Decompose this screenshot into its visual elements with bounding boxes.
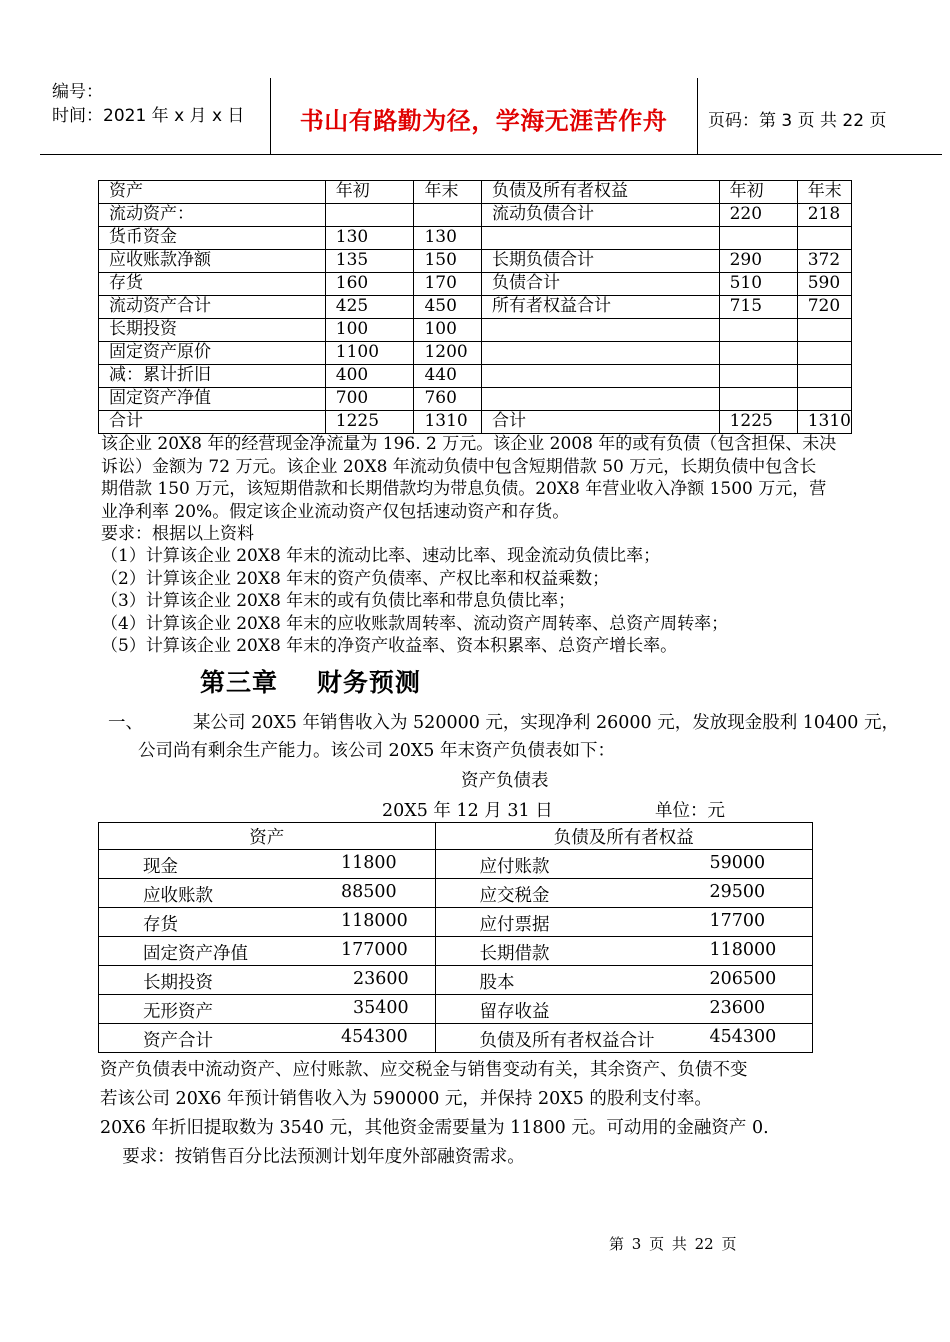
table-cell: 流动资产： bbox=[99, 204, 326, 227]
header-motto: 书山有路勤为径，学海无涯苦作舟 bbox=[299, 107, 668, 135]
header-meta bbox=[52, 80, 244, 128]
balance-sheet-table bbox=[98, 822, 813, 1053]
liability-cell bbox=[435, 966, 812, 995]
table-cell bbox=[719, 365, 797, 388]
table-cell: 290 bbox=[719, 250, 797, 273]
table-row bbox=[99, 850, 813, 879]
requirement-item: （1）计算该企业 20X8 年末的流动比率、速动比率、现金流动负债比率； bbox=[101, 546, 661, 567]
question-text: 某公司 20X5 年销售收入为 520000 元，实现净利 26000 元，发放现金股利 10400 元， bbox=[193, 713, 900, 733]
table-cell bbox=[414, 204, 482, 227]
liability-value: 17700 bbox=[709, 911, 766, 931]
liability-label: 应付账款 bbox=[479, 857, 550, 877]
table-cell: 400 bbox=[325, 365, 414, 388]
asset-cell bbox=[99, 966, 436, 995]
table-row bbox=[99, 227, 852, 250]
table-cell bbox=[719, 319, 797, 342]
paragraph-line: 业净利率 20%。假定该企业流动资产仅包括速动资产和存货。 bbox=[101, 501, 570, 522]
table-cell: 负债合计 bbox=[481, 273, 719, 296]
table-cell: 590 bbox=[797, 273, 851, 296]
table-row bbox=[99, 879, 813, 908]
asset-cell bbox=[99, 937, 436, 966]
after-text bbox=[100, 1056, 769, 1172]
table-cell: 长期负债合计 bbox=[481, 250, 719, 273]
header-divider-right bbox=[697, 78, 698, 154]
header-cell: 年初 bbox=[325, 181, 414, 204]
table-cell: 合计 bbox=[481, 411, 719, 434]
table-cell bbox=[325, 204, 414, 227]
balance-sheet-unit: 单位：元 bbox=[655, 801, 725, 821]
table-cell bbox=[481, 227, 719, 250]
header-cell: 负债及所有者权益 bbox=[435, 823, 812, 850]
table-row bbox=[99, 1024, 813, 1053]
table-cell bbox=[719, 388, 797, 411]
serial-label: 编号： bbox=[52, 82, 103, 102]
asset-label: 无形资产 bbox=[143, 1002, 213, 1022]
table-cell: 存货 bbox=[99, 273, 326, 296]
header-cell: 资产 bbox=[99, 823, 436, 850]
table-cell: 715 bbox=[719, 296, 797, 319]
table-cell bbox=[481, 365, 719, 388]
table-cell: 固定资产净值 bbox=[99, 388, 326, 411]
table-cell: 218 bbox=[797, 204, 851, 227]
asset-cell bbox=[99, 1024, 436, 1053]
table-cell: 135 bbox=[325, 250, 414, 273]
table-cell: 减：累计折旧 bbox=[99, 365, 326, 388]
description-paragraph bbox=[101, 433, 891, 523]
liability-value: 118000 bbox=[709, 940, 777, 960]
table-row bbox=[99, 908, 813, 937]
asset-value: 35400 bbox=[353, 998, 409, 1018]
requirements-title: 要求：根据以上资料 bbox=[101, 524, 254, 544]
requirements bbox=[101, 523, 728, 657]
table-cell: 450 bbox=[414, 296, 482, 319]
header-bottom-rule bbox=[40, 154, 942, 155]
table-cell: 应收账款净额 bbox=[99, 250, 326, 273]
table-row bbox=[99, 319, 852, 342]
asset-label: 应收账款 bbox=[143, 886, 213, 906]
table-header-row bbox=[99, 181, 852, 204]
table-row bbox=[99, 273, 852, 296]
requirement-item: （4）计算该企业 20X8 年末的应收账款周转率、流动资产周转率、总资产周转率； bbox=[101, 613, 729, 634]
requirement-item: （2）计算该企业 20X8 年末的资产负债率、产权比率和权益乘数； bbox=[101, 568, 610, 589]
table-cell bbox=[719, 342, 797, 365]
text-line: 20X6 年折旧提取数为 3540 元，其他资金需要量为 11800 元。可动用的金融资产 0. bbox=[100, 1118, 769, 1138]
table-cell: 货币资金 bbox=[99, 227, 326, 250]
header-cell: 负债及所有者权益 bbox=[481, 181, 719, 204]
table-cell: 流动负债合计 bbox=[481, 204, 719, 227]
table-row bbox=[99, 250, 852, 273]
header-cell: 资产 bbox=[99, 181, 326, 204]
question-line-1 bbox=[108, 709, 899, 734]
liability-value: 23600 bbox=[709, 998, 766, 1018]
table-header-row bbox=[99, 823, 813, 850]
asset-value: 454300 bbox=[341, 1027, 408, 1047]
table-cell: 510 bbox=[719, 273, 797, 296]
table-cell: 1310 bbox=[797, 411, 851, 434]
table-row bbox=[99, 204, 852, 227]
asset-value: 88500 bbox=[341, 882, 397, 902]
table-cell bbox=[481, 319, 719, 342]
table-cell: 长期投资 bbox=[99, 319, 326, 342]
table-cell: 合计 bbox=[99, 411, 326, 434]
liability-value: 206500 bbox=[709, 969, 777, 989]
page-footer: 第 3 页 共 22 页 bbox=[609, 1235, 737, 1253]
table-cell: 100 bbox=[325, 319, 414, 342]
table-row bbox=[99, 365, 852, 388]
table-cell: 150 bbox=[414, 250, 482, 273]
table-cell: 1310 bbox=[414, 411, 482, 434]
table-cell bbox=[481, 388, 719, 411]
asset-value: 11800 bbox=[341, 853, 397, 873]
liability-cell bbox=[435, 1024, 812, 1053]
asset-value: 23600 bbox=[353, 969, 409, 989]
balance-sheet-date: 20X5 年 12 月 31 日 bbox=[382, 801, 553, 821]
liability-label: 留存收益 bbox=[479, 1002, 550, 1022]
asset-label: 长期投资 bbox=[143, 973, 213, 993]
table-cell: 720 bbox=[797, 296, 851, 319]
table-cell: 425 bbox=[325, 296, 414, 319]
table-cell: 130 bbox=[414, 227, 482, 250]
asset-label: 现金 bbox=[143, 857, 178, 877]
table-cell bbox=[797, 319, 851, 342]
text-line: 资产负债表中流动资产、应付账款、应交税金与销售变动有关，其余资产、负债不变 bbox=[100, 1060, 748, 1080]
table-row bbox=[99, 342, 852, 365]
asset-value: 177000 bbox=[341, 940, 408, 960]
paragraph-line: 该企业 20X8 年的经营现金净流量为 196. 2 万元。该企业 2008 年的或有负债（包含担保、未决 bbox=[101, 434, 837, 454]
asset-cell bbox=[99, 908, 436, 937]
text-line: 要求：按销售百分比法预测计划年度外部融资需求。 bbox=[100, 1147, 525, 1167]
table-cell: 440 bbox=[414, 365, 482, 388]
question-number: 一、 bbox=[108, 713, 143, 733]
liability-cell bbox=[435, 850, 812, 879]
paragraph-line: 诉讼）金额为 72 万元。该企业 20X8 年流动负债中包含短期借款 50 万元，长期负债中包含长 bbox=[101, 456, 817, 477]
liability-cell bbox=[435, 937, 812, 966]
asset-label: 存货 bbox=[143, 915, 178, 935]
header-cell: 年末 bbox=[414, 181, 482, 204]
liability-cell bbox=[435, 995, 812, 1024]
table-cell: 1200 bbox=[414, 342, 482, 365]
asset-value: 118000 bbox=[341, 911, 408, 931]
liability-value: 454300 bbox=[709, 1027, 777, 1047]
header-divider-left bbox=[270, 78, 271, 154]
asset-cell bbox=[99, 850, 436, 879]
table-cell bbox=[797, 365, 851, 388]
chapter-title: 第三章 财务预测 bbox=[200, 668, 421, 697]
balance-sheet-title: 资产负债表 bbox=[461, 771, 549, 791]
table-row bbox=[99, 966, 813, 995]
text-line: 若该公司 20X6 年预计销售收入为 590000 元，并保持 20X5 的股利支付率。 bbox=[100, 1089, 712, 1109]
paragraph-line: 期借款 150 万元，该短期借款和长期借款均为带息负债。20X8 年营业收入净额 1500 万元，营 bbox=[101, 479, 827, 500]
table-cell: 1100 bbox=[325, 342, 414, 365]
liability-label: 应付票据 bbox=[479, 915, 550, 935]
table-cell: 固定资产原价 bbox=[99, 342, 326, 365]
liability-value: 59000 bbox=[709, 853, 766, 873]
table-row bbox=[99, 937, 813, 966]
table-row bbox=[99, 296, 852, 319]
table-row bbox=[99, 411, 852, 434]
liability-label: 应交税金 bbox=[479, 886, 550, 906]
liability-label: 股本 bbox=[479, 973, 515, 993]
table-cell bbox=[797, 227, 851, 250]
header-cell: 年末 bbox=[797, 181, 851, 204]
financial-table bbox=[98, 180, 852, 434]
requirement-item: （3）计算该企业 20X8 年末的或有负债比率和带息负债比率； bbox=[101, 591, 576, 612]
table-row bbox=[99, 388, 852, 411]
table-cell: 160 bbox=[325, 273, 414, 296]
requirement-item: （5）计算该企业 20X8 年末的净资产收益率、资本积累率、总资产增长率。 bbox=[101, 636, 678, 657]
table-cell: 372 bbox=[797, 250, 851, 273]
asset-cell bbox=[99, 879, 436, 908]
question-line-2: 公司尚有剩余生产能力。该公司 20X5 年末资产负债表如下： bbox=[138, 741, 615, 761]
liability-value: 29500 bbox=[709, 882, 766, 902]
table-cell: 1225 bbox=[325, 411, 414, 434]
liability-label: 长期借款 bbox=[479, 944, 550, 964]
table-cell bbox=[797, 342, 851, 365]
header-page-number: 页码：第 3 页 共 22 页 bbox=[708, 111, 887, 131]
time-label: 时间：2021 年 x 月 x 日 bbox=[52, 106, 245, 126]
table-cell: 所有者权益合计 bbox=[481, 296, 719, 319]
table-cell bbox=[481, 342, 719, 365]
table-row bbox=[99, 995, 813, 1024]
table-cell: 1225 bbox=[719, 411, 797, 434]
liability-cell bbox=[435, 908, 812, 937]
table-cell: 流动资产合计 bbox=[99, 296, 326, 319]
header-cell: 年初 bbox=[719, 181, 797, 204]
table-cell: 100 bbox=[414, 319, 482, 342]
table-cell: 760 bbox=[414, 388, 482, 411]
asset-label: 资产合计 bbox=[143, 1031, 213, 1051]
asset-label: 固定资产净值 bbox=[143, 944, 248, 964]
table-cell: 220 bbox=[719, 204, 797, 227]
table-cell bbox=[719, 227, 797, 250]
table-cell: 170 bbox=[414, 273, 482, 296]
table-cell: 700 bbox=[325, 388, 414, 411]
liability-cell bbox=[435, 879, 812, 908]
asset-cell bbox=[99, 995, 436, 1024]
table-cell bbox=[797, 388, 851, 411]
liability-label: 负债及所有者权益合计 bbox=[479, 1031, 655, 1051]
table-cell: 130 bbox=[325, 227, 414, 250]
